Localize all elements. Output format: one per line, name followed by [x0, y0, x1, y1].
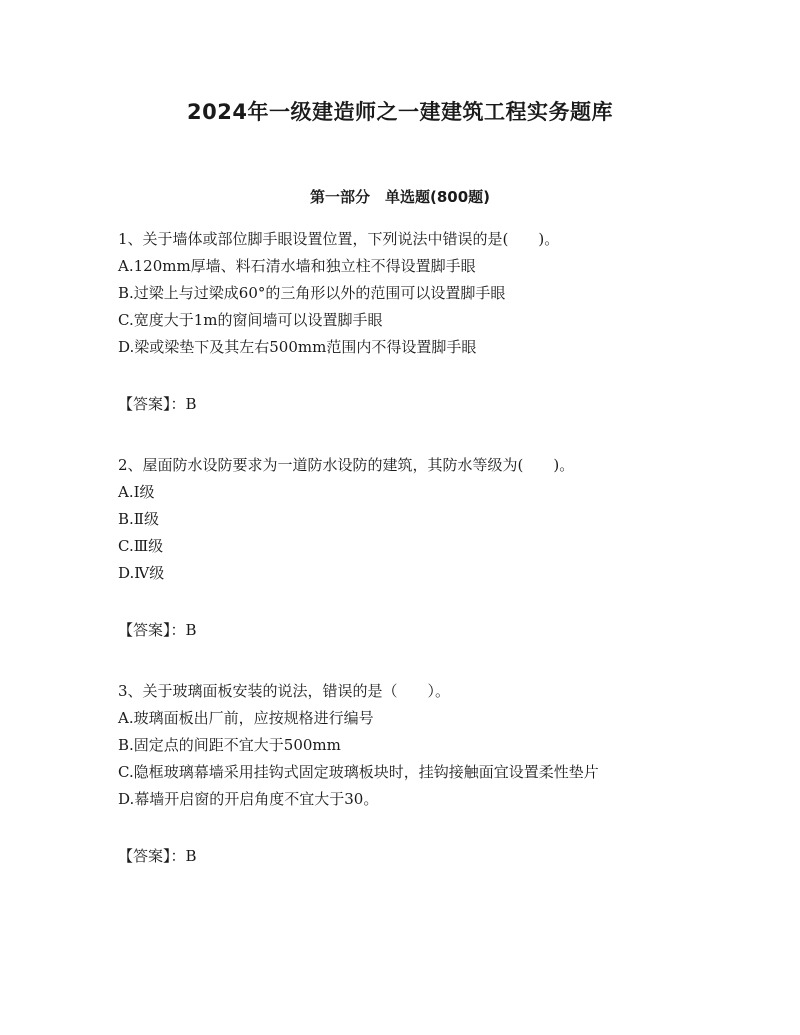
option-b: B.过梁上与过梁成60°的三角形以外的范围可以设置脚手眼 — [118, 284, 506, 302]
option-c: C.Ⅲ级 — [118, 537, 164, 555]
answer-line — [118, 843, 678, 870]
option-a: A.玻璃面板出厂前，应按规格进行编号 — [118, 709, 374, 727]
answer-label: 【答案】： — [118, 395, 186, 413]
answer-label: 【答案】： — [118, 621, 186, 639]
answer-value: B — [185, 847, 197, 865]
question-stem: 1、关于墙体或部位脚手眼设置位置，下列说法中错误的是( )。 — [118, 230, 560, 248]
question-list — [118, 226, 678, 870]
option-b: B.Ⅱ级 — [118, 510, 159, 528]
answer-value: B — [185, 395, 197, 413]
question-stem: 3、关于玻璃面板安装的说法，错误的是（ ）。 — [118, 682, 451, 700]
answer-value: B — [185, 621, 197, 639]
answer-label: 【答案】： — [118, 847, 186, 865]
option-c: C.宽度大于1m的窗间墙可以设置脚手眼 — [118, 311, 383, 329]
option-d: D.幕墙开启窗的开启角度不宜大于30。 — [118, 790, 379, 808]
document-title: 2024年一级建造师之一建建筑工程实务题库 — [187, 100, 613, 124]
question-block — [118, 452, 678, 644]
option-d: D.梁或梁垫下及其左右500mm范围内不得设置脚手眼 — [118, 338, 477, 356]
option-a: A.120mm厚墙、料石清水墙和独立柱不得设置脚手眼 — [118, 257, 476, 275]
answer-line — [118, 391, 678, 418]
section-heading: 第一部分 单选题(800题) — [309, 188, 491, 206]
option-d: D.Ⅳ级 — [118, 564, 165, 582]
question-stem: 2、屋面防水设防要求为一道防水设防的建筑，其防水等级为( )。 — [118, 456, 575, 474]
option-c: C.隐框玻璃幕墙采用挂钩式固定玻璃板块时，挂钩接触面宜设置柔性垫片 — [118, 763, 599, 781]
question-block — [118, 678, 678, 870]
option-a: A.Ⅰ级 — [118, 483, 155, 501]
answer-line — [118, 617, 678, 644]
question-block — [118, 226, 678, 418]
option-b: B.固定点的间距不宜大于500mm — [118, 736, 341, 754]
